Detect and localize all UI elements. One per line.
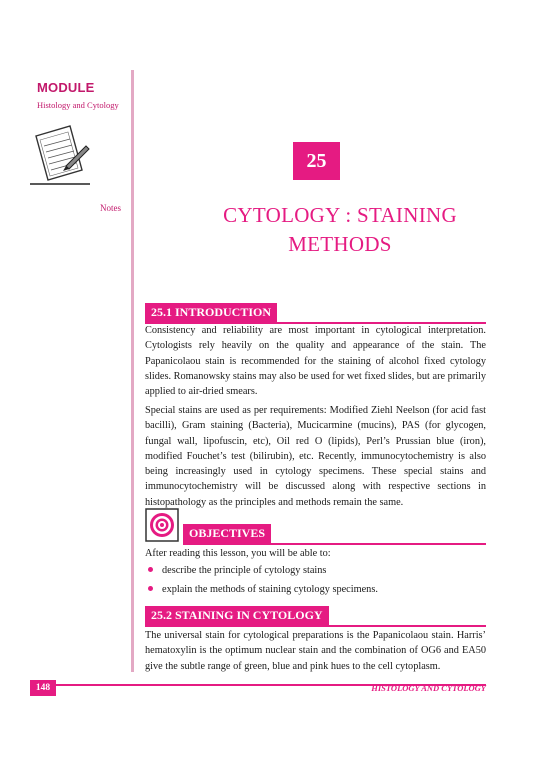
bullet-icon (148, 567, 153, 572)
target-icon (145, 508, 179, 542)
objective-item-1 (148, 563, 326, 578)
section-staining-heading-bar (145, 606, 486, 627)
section-objectives-heading: OBJECTIVES (183, 524, 271, 543)
section-staining-heading: 25.2 STAINING IN CYTOLOGY (145, 606, 329, 625)
section-intro-heading-bar (145, 303, 486, 324)
section-intro-heading: 25.1 INTRODUCTION (145, 303, 277, 322)
notes-label: Notes (100, 203, 121, 213)
intro-paragraph-1: Consistency and reliability are most important in cytological interpretation. Cytologists rely heavily on the quality and appearance of the stain. The Papanicolaou stain is recommended for the staining of alcohol fixed cytology slides. Romanowsky stains may also be used for wet fixed slides, but are primarily applied to air-dried smears. (145, 325, 486, 398)
objective-item-text: explain the methods of staining cytology specimens. (162, 584, 378, 595)
chapter-title-line2: METHODS (288, 232, 392, 256)
objectives-lead: After reading this lesson, you will be able to: (145, 548, 331, 559)
module-label: MODULE (37, 80, 95, 95)
bullet-icon (148, 586, 153, 591)
chapter-title-line1: CYTOLOGY : STAINING (223, 203, 457, 227)
page-number: 148 (30, 680, 56, 696)
section-staining-rule (145, 625, 486, 627)
intro-paragraph-2: Special stains are used as per requirements: Modified Ziehl Neelson (for acid fast bacilli), Gram staining (Bacteria), Mucicarmine (mucins), PAS (for glycogen, fungal wall, lipofuscin, etc), Oil red O (lipids), Perl’s Prussian blue (iron), modified Fouchet’s test (bilirubin), etc. Recently, immunocytochemistry is also being increasingly used in cytology specimens. These special stains and immunocytochemistry will be discussed along with respective sections in histopathology as the principles and methods remain the same. (145, 405, 486, 508)
chapter-title (150, 201, 530, 259)
section-objectives-heading-bar (183, 524, 486, 545)
objective-item-text: describe the principle of cytology stains (162, 565, 327, 576)
objective-item-2 (148, 582, 378, 597)
section-objectives-rule (183, 543, 486, 545)
notebook-pencil-icon (30, 122, 90, 190)
footer-title: HISTOLOGY AND CYTOLOGY (371, 683, 486, 693)
module-subject: Histology and Cytology (37, 100, 119, 110)
staining-paragraph-1: The universal stain for cytological preparations is the Papanicolaou stain. Harris’ hematoxylin is the optimum nuclear stain and the combination of OG6 and EA50 give the subtle range of green, blue and pink hues to the cell cytoplasm. (145, 630, 486, 672)
chapter-number: 25 (293, 142, 340, 180)
sidebar-divider (131, 70, 134, 672)
